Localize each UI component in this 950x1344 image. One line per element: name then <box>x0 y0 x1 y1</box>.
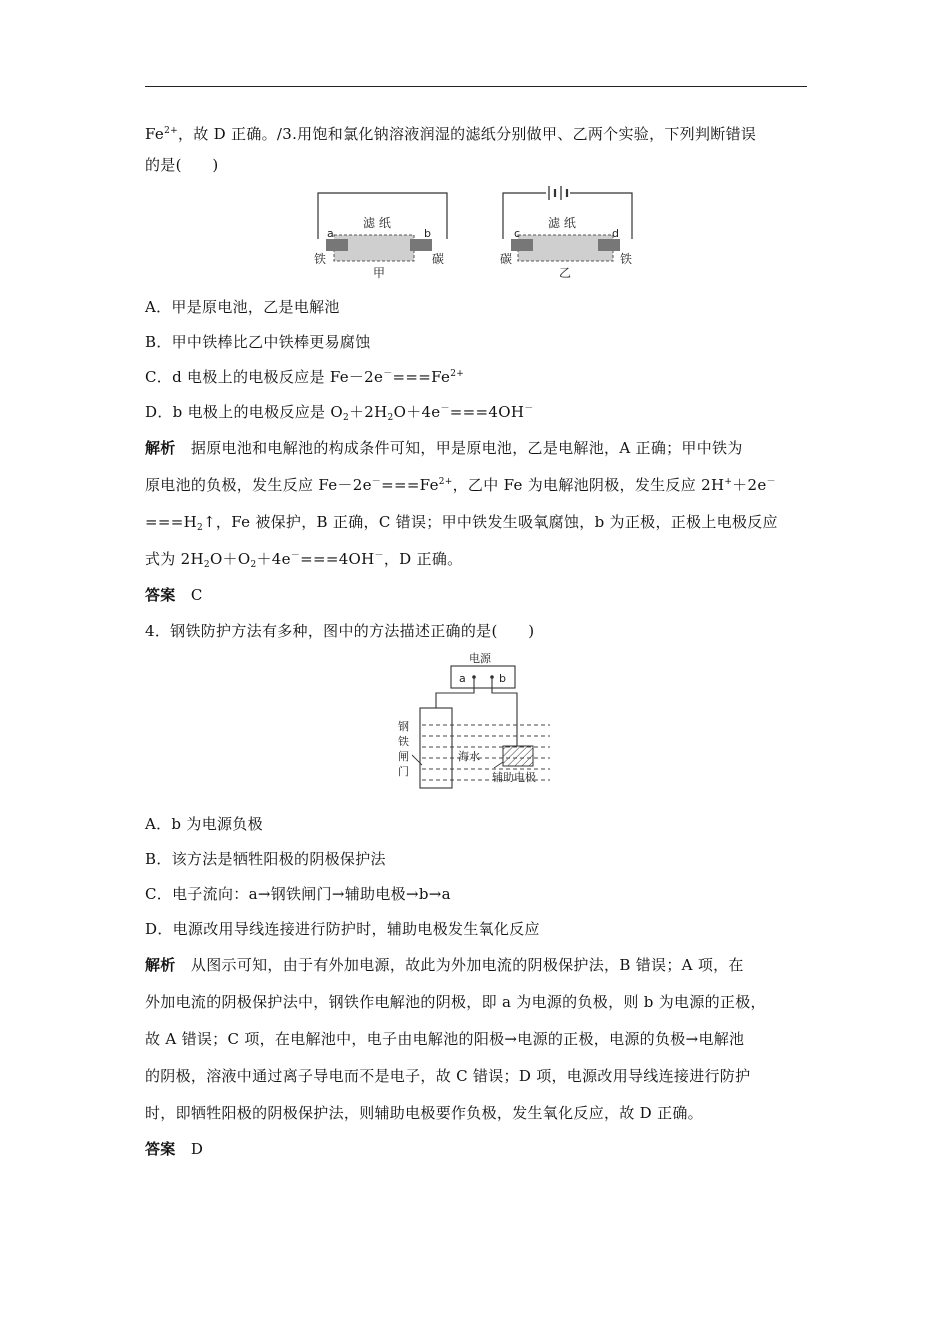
electrode-b-label: b <box>424 227 431 240</box>
answer-label: 答案 <box>145 1140 176 1158</box>
q3-analysis-line4: 式为 $2H_2O+O_2+4e^-===4OH^-$，D 正确。 <box>145 550 463 570</box>
svg-text:门: 门 <box>398 765 409 778</box>
q3-option-b: B．甲中铁棒比乙中铁棒更易腐蚀 <box>145 333 371 351</box>
electrode-c-label: c <box>514 227 521 240</box>
cell-jia <box>314 193 447 280</box>
q4-option-b: B．该方法是牺牲阳极的阴极保护法 <box>145 850 386 868</box>
electrode-a-label: a <box>327 227 334 240</box>
answer-value: D <box>190 1140 204 1158</box>
q4-analysis-line5: 时，即牺牲阳极的阴极保护法，则辅助电极要作负极，发生氧化反应，故 D 正确。 <box>145 1104 703 1122</box>
q3-intro-line1: $Fe^{2+}$，故 D 正确。/3.用饱和氯化钠溶液润湿的滤纸分别做甲、乙两个实验，下列判断错误 <box>145 125 757 143</box>
answer-value: C <box>190 586 203 604</box>
q4-analysis-line1: 解析 从图示可知，由于有外加电源，故此为外加电流的阴极保护法，B 错误；A 项，在 <box>145 956 744 974</box>
cell-name-jia: 甲 <box>373 266 386 280</box>
carbon-rod <box>410 239 432 251</box>
terminal-a-label: a <box>459 672 466 685</box>
carbon-label: 碳 <box>500 252 513 266</box>
q4-option-c: C．电子流向：a→钢铁闸门→辅助电极→b→a <box>145 885 451 903</box>
analysis-label: 解析 <box>145 439 176 457</box>
q3-option-c: C．d 电极上的电极反应是 $Fe-2e^-===Fe^{2+}$ <box>145 368 465 386</box>
steel-gate <box>420 708 452 788</box>
cell-name-yi: 乙 <box>559 266 572 280</box>
q4-option-a: A．b 为电源负极 <box>145 815 263 833</box>
q3-analysis-line3: $===H_2↑$，Fe 被保护，B 正确，C 错误；甲中铁发生吸氧腐蚀，b 为正极，正极上电极反应 <box>145 513 778 533</box>
q3-option-a: A．甲是原电池，乙是电解池 <box>145 298 340 316</box>
q4-answer <box>145 1139 810 1159</box>
power-label: 电源 <box>469 652 491 665</box>
q4-analysis-line3: 故 A 错误；C 项，在电解池中，电子由电解池的阳极→电源的正极，电源的负极→电解池 <box>145 1030 745 1048</box>
aux-electrode-label: 辅助电极 <box>492 771 536 784</box>
q3-analysis-line1: 解析 据原电池和电解池的构成条件可知，甲是原电池，乙是电解池，A 正确；甲中铁为 <box>145 439 743 457</box>
q4-option-d: D．电源改用导线连接进行防护时，辅助电极发生氧化反应 <box>145 920 540 938</box>
q4-figure <box>390 650 570 790</box>
auxiliary-electrode <box>503 746 533 766</box>
svg-text:钢: 钢 <box>398 720 409 733</box>
iron-label: 铁 <box>620 252 633 266</box>
analysis-label: 解析 <box>145 956 176 974</box>
q4-analysis-line2: 外加电流的阴极保护法中，钢铁作电解池的阴极，即 a 为电源的负极，则 b 为电源的正极， <box>145 993 766 1011</box>
answer-label: 答案 <box>145 586 176 604</box>
q3-intro-line2: 的是( ) <box>145 156 219 174</box>
terminal-b-label: b <box>499 672 506 685</box>
q3-option-d: D．b 电极上的电极反应是 $O_2+2H_2O+4e^-===4OH^-$ <box>145 403 534 423</box>
q3-analysis-line2: 原电池的负极，发生反应 $Fe-2e^-===Fe^{2+}$，乙中 Fe 为电解池阴极，发生反应 2H+＋2e－ <box>145 476 776 494</box>
sea-water-label: 海水 <box>458 750 480 763</box>
iron-rod <box>598 239 620 251</box>
q3-answer <box>145 585 810 605</box>
iron-rod <box>326 239 348 251</box>
q4-stem: 4．钢铁防护方法有多种，图中的方法描述正确的是( ) <box>145 622 535 640</box>
paper-label: 滤 纸 <box>363 216 391 230</box>
cell-yi <box>500 186 632 280</box>
svg-text:铁: 铁 <box>398 735 409 748</box>
q4-analysis-line4: 的阴极，溶液中通过离子导电而不是电子，故 C 错误；D 项，电源改用导线连接进行防护 <box>145 1067 751 1085</box>
header-rule <box>145 86 807 87</box>
iron-label: 铁 <box>314 252 327 266</box>
carbon-label: 碳 <box>432 252 445 266</box>
carbon-rod <box>511 239 533 251</box>
q3-figure <box>300 185 650 280</box>
paper-label: 滤 纸 <box>548 216 576 230</box>
svg-text:闸: 闸 <box>398 750 409 763</box>
electrode-d-label: d <box>612 227 619 240</box>
